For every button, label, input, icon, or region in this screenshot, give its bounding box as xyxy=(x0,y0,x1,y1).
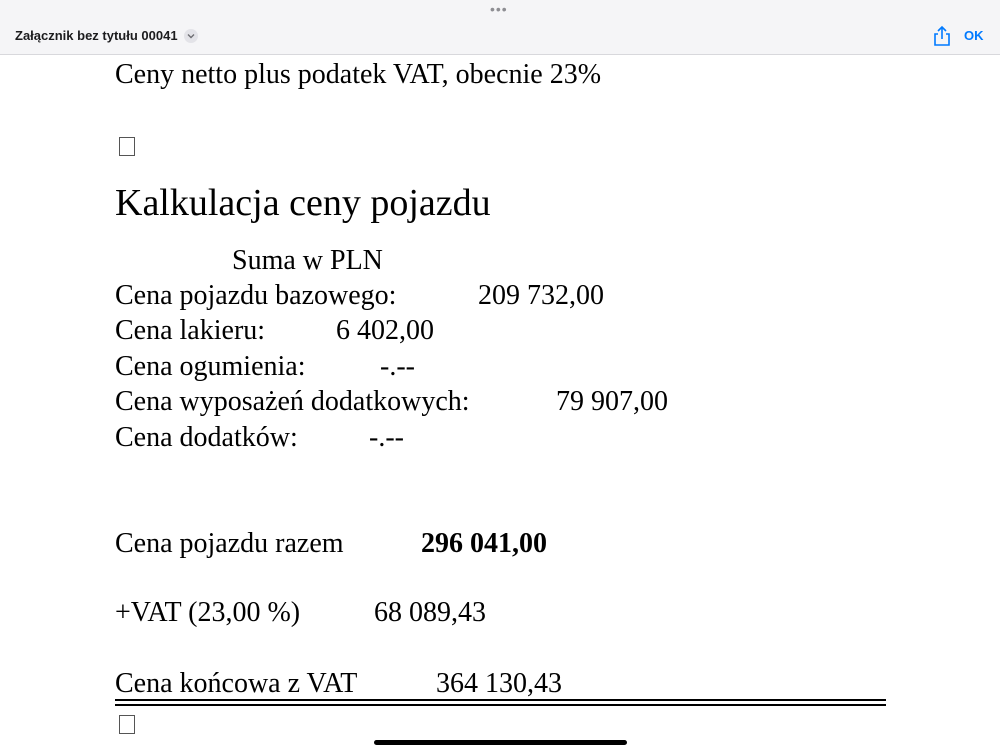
row-label-equipment: Cena wyposażeń dodatkowych: xyxy=(115,386,470,417)
row-value-tyres: -.-- xyxy=(380,351,415,382)
row-label-base: Cena pojazdu bazowego: xyxy=(115,280,397,311)
final-price-label: Cena końcowa z VAT xyxy=(115,668,358,699)
document-title: Załącznik bez tytułu 00041 xyxy=(15,28,178,43)
page-heading: Kalkulacja ceny pojazdu xyxy=(115,182,491,224)
total-value: 296 041,00 xyxy=(421,528,547,559)
row-label-tyres: Cena ogumienia: xyxy=(115,351,306,382)
placeholder-glyph-box xyxy=(119,137,135,156)
vat-label: +VAT (23,00 %) xyxy=(115,597,301,628)
intro-text: Ceny netto plus podatek VAT, obecnie 23% xyxy=(115,59,602,90)
total-label: Cena pojazdu razem xyxy=(115,528,344,559)
share-icon[interactable] xyxy=(931,25,953,47)
chevron-down-icon xyxy=(184,29,198,43)
double-underline-top xyxy=(115,699,886,701)
ok-button[interactable]: OK xyxy=(964,28,984,43)
placeholder-glyph-box xyxy=(119,715,135,734)
row-label-paint: Cena lakieru: xyxy=(115,315,266,346)
final-price-value: 364 130,43 xyxy=(436,668,562,699)
row-label-extras: Cena dodatków: xyxy=(115,422,298,453)
double-underline-bottom xyxy=(115,704,886,706)
more-dots-icon[interactable]: ••• xyxy=(490,1,508,17)
vat-value: 68 089,43 xyxy=(374,597,486,628)
home-indicator[interactable] xyxy=(374,740,627,745)
currency-header: Suma w PLN xyxy=(232,245,383,276)
document-title-menu[interactable] xyxy=(15,28,198,43)
row-value-paint: 6 402,00 xyxy=(336,315,434,346)
row-value-extras: -.-- xyxy=(369,422,404,453)
row-value-equipment: 79 907,00 xyxy=(556,386,668,417)
top-toolbar xyxy=(0,0,1000,55)
row-value-base: 209 732,00 xyxy=(478,280,604,311)
